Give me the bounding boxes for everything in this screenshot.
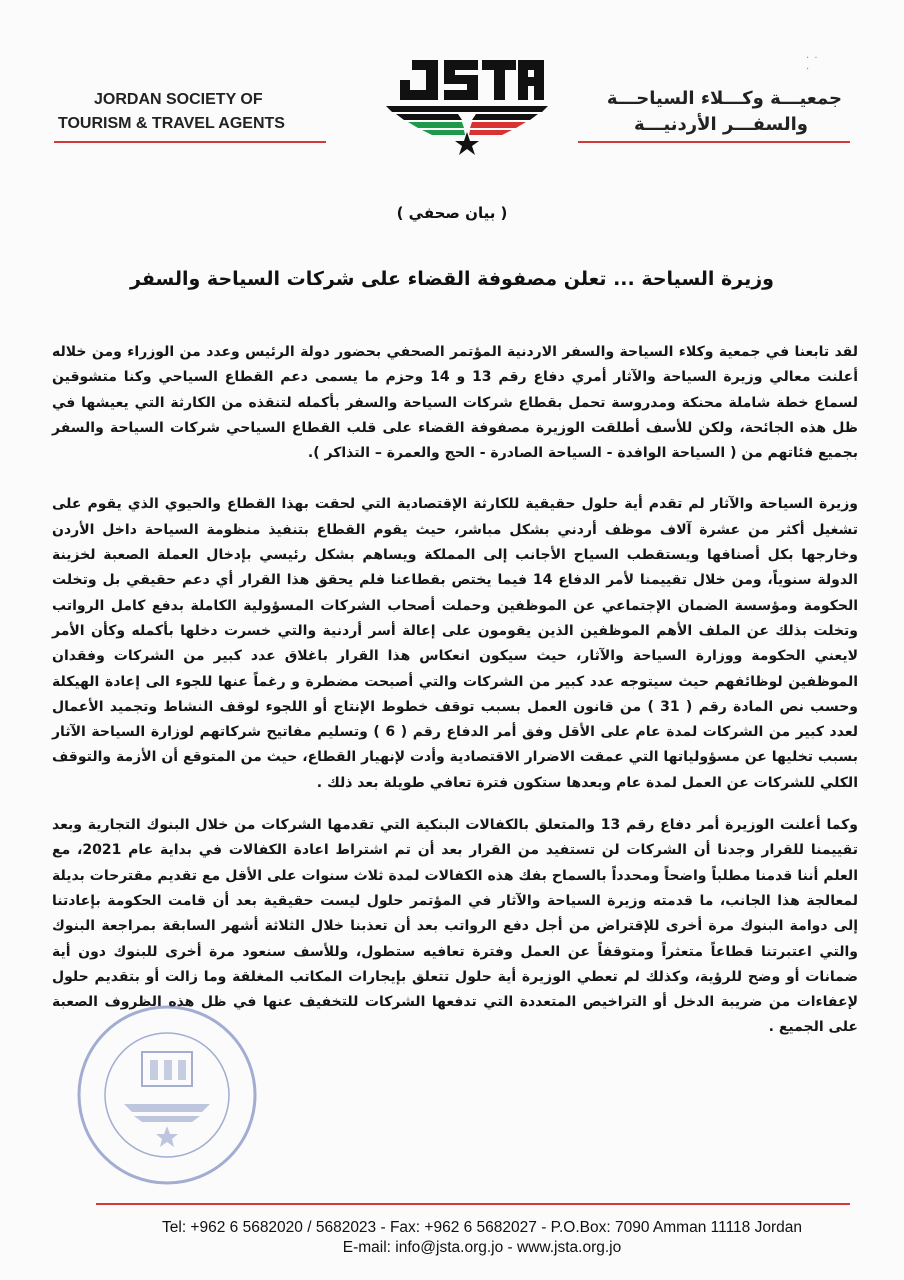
footer-contact: Tel: +962 6 5682020 / 5682023 - Fax: +962 6 5682027 - P.O.Box: 7090 Amman 11118 Jordan xyxy=(162,1219,802,1236)
paragraph-1: لقد تابعنا في جمعية وكلاء السياحة والسفر الاردنية المؤتمر الصحفي بحضور دولة الرئيس وعدد من الوزراء ومن خلاله أعلنت معالي وزيرة السياحة والآثار أمري دفاع رقم 13 و 14 وحزم ما يسمى دعم القطاع السياحي وكنا متشوقين لسماع خطة شاملة محنكة ومدروسة تحمل بقطاع شركات السياحة والسفر بأكمله لتنقذه من الكارثة التي يعيشها في ظل هذه الجائحة، ولكن للأسف أطلقت الوزيرة مصفوفة القضاء على قلب القطاع السياحي شركات السياحة والسفر بجميع فئاتهم من ( السياحة الوافدة - السياحة الصادرة - الحج والعمرة – التذاكر ). xyxy=(52,344,858,462)
org-name-en-line2: TOURISM & TRAVEL AGENTS xyxy=(58,115,285,132)
stamp-icon xyxy=(72,1000,262,1190)
body-text xyxy=(52,340,858,1041)
footer-divider xyxy=(96,1203,850,1205)
org-name-en-line1: JORDAN SOCIETY OF xyxy=(94,91,263,108)
headline: وزيرة السياحة ... تعلن مصفوفة القضاء على شركات السياحة والسفر xyxy=(130,268,774,290)
footer-email-web: E-mail: info@jsta.org.jo - www.jsta.org.jo xyxy=(342,1239,622,1256)
org-name-ar-line1: جمعيـــة وكـــلاء السياحـــة xyxy=(606,88,842,109)
paragraph-3: وكما أعلنت الوزيرة أمر دفاع رقم 13 والمتعلق بالكفالات البنكية التي تقدمها الشركات من خلال البنوك التجارية وبعد تقييمنا للقرار وجدنا أن الشركات لن تستفيد من القرار بعد أن تم اشتراط اعادة الكفالات في بداية عام 2021، مع العلم أننا قدمنا مطلباً واضحاً ومحدداً بالسماح بفك هذه الكفالات لمدة ثلاث سنوات على الأقل مع تقديم مقترحات بديلة لمعالجة هذا الجانب، ما قدمته وزيرة السياحة والآثار في المؤتمر حلول ليست حقيقية بعد أن قامت الحكومة بإعادتنا إلى دوامة البنوك مرة أخرى للإقتراض من أجل دفع الرواتب بعد أن تعذبنا خلال الثلاثة أشهر السابقة بمراجعة البنوك والتي اعتبرتنا قطاعاً متعثراً ومتوقفاً عن العمل وفترة تعافيه ستطول، وللأسف سنعود مرة أخرى للبنوك دون أية ضمانات أو وضح للرؤية، وكذلك لم تعطي الوزيرة أية حلول تتعلق بإيجارات المكاتب المغلقة وما زالت أو بتقديم حلول لإعفاءات من ضريبة الدخل أو التراخيص المتعددة التي تدفعها الشركات للتخفيف عنها في ظل هذه الظروف الصعبة على الجميع . xyxy=(52,817,858,1036)
official-stamp xyxy=(72,1000,262,1190)
jsta-logo xyxy=(382,50,552,160)
organization-name-english xyxy=(58,88,326,136)
decorative-dots: · · · xyxy=(806,53,819,75)
header-divider-right xyxy=(578,141,850,143)
header-divider-left xyxy=(54,141,326,143)
organization-name-arabic xyxy=(572,86,842,138)
paragraph-2: وزيرة السياحة والآثار لم تقدم أية حلول حقيقية للكارثة الإقتصادية التي لحقت بهذا القطاع والحيوي الذي يقوم على تشغيل أكثر من عشرة آلاف موظف أردني بشكل مباشر، حيث يقوم القطاع بتنفيذ منظومة السياحة داخل الأردن وخارجها بكل أصنافها ويستقطب السياح الأجانب إلى المملكة ويساهم بشكل رئيسي بإدخال العملة الصعبة لخزينة الدولة سنوياً، ومن خلال تقييمنا لأمر الدفاع 14 فيما يختص بقطاعنا فلم يحقق هذا القرار أي دعم حقيقي بل وتخلت الحكومة ومؤسسة الضمان الإجتماعي عن الموظفين وحملت أصحاب الشركات المسؤولية الكاملة بدفع كامل الرواتب وتخلت بذلك عن الملف الأهم الموظفين الذين يقومون على إعالة أسر أردنية والتي خسرت دخلها بأكمله وكأن الأمر لايعني الحكومة ووزارة السياحة والآثار، حيث سيكون انعكاس هذا القرار باغلاق عدد كبير من الشركات وفقدان الموظفين لوظائفهم حيث سيتوجه عدد كبير من الشركات والتي أصبحت مضطرة و رغماً عنها للجوء الى إعادة الهيكلة وحسب نص المادة رقم ( 31 ) من قانون العمل بسبب توقف خطوط الإنتاج أو اللجوء لوقف النشاط وتجميد الأعمال لعدد كبير من الشركات لمدة عام على الأقل وفق أمر الدفاع رقم ( 6 ) وتسليم مفاتيح شركاتهم لوزارة السياحة الآثار بسبب تخليها عن مسؤولياتها التي عمقت الاضرار الاقتصادية وأدت لإنهيار القطاع، حيث من المتوقع أن الأزمة والتوقف الكلي للشركات عن العمل لمدة عام وبعدها ستكون فترة تعافي طويلة بعد ذلك . xyxy=(52,496,858,791)
org-name-ar-line2: والسفـــر الأردنيـــة xyxy=(634,114,808,135)
jsta-logo-icon xyxy=(382,50,552,160)
press-statement-label: ( بيان صحفي ) xyxy=(396,204,508,222)
